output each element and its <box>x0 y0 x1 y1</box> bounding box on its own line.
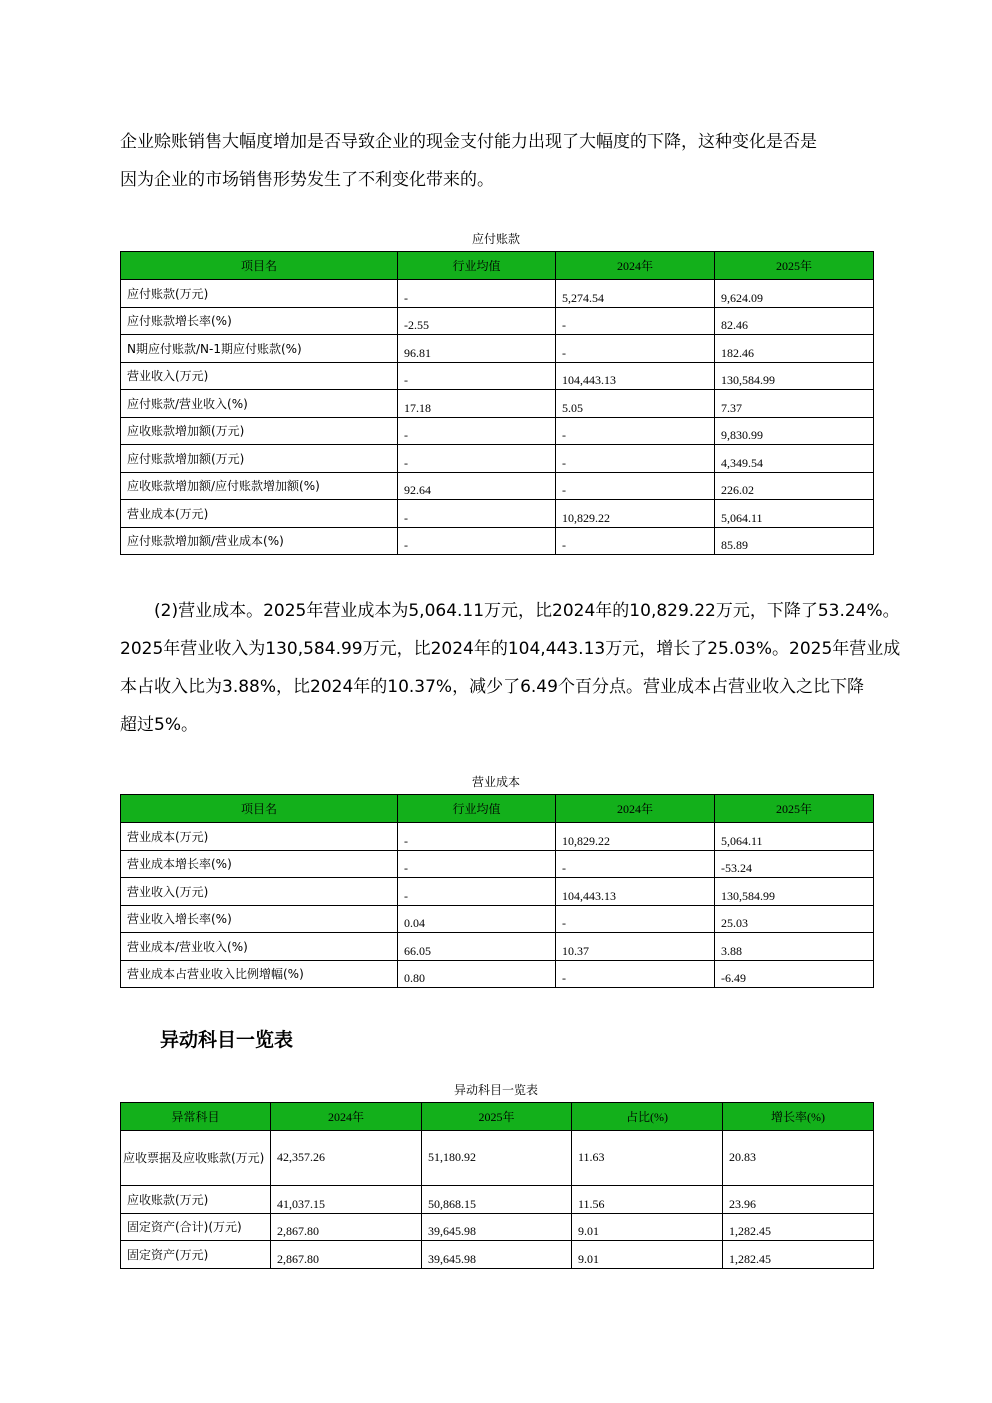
row-label: 应付账款增加额(万元) <box>121 445 398 473</box>
cell-value: 5,064.11 <box>715 823 874 851</box>
row-label: 应付账款增加额/营业成本(%) <box>121 527 398 555</box>
table-row <box>121 307 874 335</box>
cell-value: 4,349.54 <box>715 445 874 473</box>
cell-value: 104,443.13 <box>556 878 715 906</box>
row-label: 应收账款增加额(万元) <box>121 417 398 445</box>
table-row <box>121 823 874 851</box>
column-header: 2025年 <box>715 795 874 823</box>
cell-value: -6.49 <box>715 960 874 988</box>
table-row <box>121 933 874 961</box>
payables-table <box>120 251 874 555</box>
cell-value: - <box>398 878 556 906</box>
cell-value: - <box>556 335 715 363</box>
cell-value: 0.80 <box>398 960 556 988</box>
column-header: 行业均值 <box>398 795 556 823</box>
table-row <box>121 960 874 988</box>
table-row <box>121 527 874 555</box>
table-row <box>121 390 874 418</box>
cell-value: 17.18 <box>398 390 556 418</box>
table-row <box>121 878 874 906</box>
row-label: 营业成本占营业收入比例增幅(%) <box>121 960 398 988</box>
row-label: 应收票据及应收账款(万元) <box>121 1131 271 1186</box>
table-row <box>121 1186 874 1214</box>
cell-value: 5.05 <box>556 390 715 418</box>
cell-value: 11.56 <box>572 1186 723 1214</box>
row-label: 应付账款增长率(%) <box>121 307 398 335</box>
cell-value: - <box>556 850 715 878</box>
column-header: 增长率(%) <box>723 1103 874 1131</box>
row-label: 应收账款(万元) <box>121 1186 271 1214</box>
row-label: 营业收入(万元) <box>121 362 398 390</box>
cell-value: 1,282.45 <box>723 1241 874 1269</box>
cell-value: 66.05 <box>398 933 556 961</box>
cell-value: 10.37 <box>556 933 715 961</box>
cell-value: -2.55 <box>398 307 556 335</box>
cell-value: 226.02 <box>715 472 874 500</box>
table-row <box>121 1241 874 1269</box>
cell-value: 25.03 <box>715 905 874 933</box>
column-header: 2025年 <box>715 252 874 280</box>
cell-value: 85.89 <box>715 527 874 555</box>
cell-value: 104,443.13 <box>556 362 715 390</box>
cell-value: - <box>556 417 715 445</box>
row-label: 应付账款/营业收入(%) <box>121 390 398 418</box>
table-row <box>121 500 874 528</box>
cell-value: 0.04 <box>398 905 556 933</box>
cell-value: - <box>556 527 715 555</box>
cell-value: 39,645.98 <box>422 1241 572 1269</box>
paragraph-line: 超过5%。 <box>120 715 198 735</box>
cell-value: 82.46 <box>715 307 874 335</box>
paragraph-line: (2)营业成本。2025年营业成本为5,064.11万元，比2024年的10,829.22万元，下降了53.24%。 <box>154 601 900 621</box>
cell-value: 10,829.22 <box>556 823 715 851</box>
cell-value: 42,357.26 <box>271 1131 422 1186</box>
table-row <box>121 362 874 390</box>
row-label: 营业收入增长率(%) <box>121 905 398 933</box>
cell-value: 9,830.99 <box>715 417 874 445</box>
cell-value: - <box>556 445 715 473</box>
cell-value: 1,282.45 <box>723 1213 874 1241</box>
row-label: 营业成本增长率(%) <box>121 850 398 878</box>
section-heading: 异动科目一览表 <box>160 1029 294 1051</box>
table-header-row <box>121 795 874 823</box>
cost-analysis-paragraph <box>120 592 901 744</box>
operating-cost-table <box>120 794 874 988</box>
cell-value: - <box>556 960 715 988</box>
column-header: 项目名 <box>121 252 398 280</box>
cell-value: -53.24 <box>715 850 874 878</box>
cell-value: - <box>398 280 556 308</box>
cell-value: 50,868.15 <box>422 1186 572 1214</box>
cell-value: 3.88 <box>715 933 874 961</box>
table-row <box>121 417 874 445</box>
cell-value: 2,867.80 <box>271 1241 422 1269</box>
cell-value: - <box>398 823 556 851</box>
row-label: 营业收入(万元) <box>121 878 398 906</box>
cell-value: 51,180.92 <box>422 1131 572 1186</box>
row-label: 应付账款(万元) <box>121 280 398 308</box>
column-header: 行业均值 <box>398 252 556 280</box>
table-row <box>121 280 874 308</box>
paragraph-line: 2025年营业收入为130,584.99万元，比2024年的104,443.13万元，增长了25.03%。2025年营业成 <box>120 639 901 659</box>
column-header: 占比(%) <box>572 1103 723 1131</box>
intro-paragraph <box>120 123 872 199</box>
abnormal-items-table <box>120 1102 874 1269</box>
cell-value: - <box>398 500 556 528</box>
column-header: 2024年 <box>556 252 715 280</box>
intro-line: 因为企业的市场销售形势发生了不利变化带来的。 <box>120 170 494 190</box>
cell-value: 96.81 <box>398 335 556 363</box>
cell-value: 130,584.99 <box>715 362 874 390</box>
table-row <box>121 850 874 878</box>
cell-value: - <box>398 417 556 445</box>
cell-value: 5,064.11 <box>715 500 874 528</box>
column-header: 2024年 <box>556 795 715 823</box>
column-header: 异常科目 <box>121 1103 271 1131</box>
cell-value: 92.64 <box>398 472 556 500</box>
row-label: 营业成本(万元) <box>121 500 398 528</box>
cell-value: 9,624.09 <box>715 280 874 308</box>
column-header: 项目名 <box>121 795 398 823</box>
cell-value: 9.01 <box>572 1241 723 1269</box>
cell-value: 182.46 <box>715 335 874 363</box>
paragraph-line: 本占收入比为3.88%，比2024年的10.37%，减少了6.49个百分点。营业成本占营业收入之比下降 <box>120 677 864 697</box>
cell-value: - <box>398 527 556 555</box>
table1-caption: 应付账款 <box>471 232 520 246</box>
cell-value: - <box>398 850 556 878</box>
cell-value: 11.63 <box>572 1131 723 1186</box>
cell-value: - <box>556 905 715 933</box>
row-label: 固定资产(万元) <box>121 1241 271 1269</box>
cell-value: 23.96 <box>723 1186 874 1214</box>
cell-value: - <box>398 445 556 473</box>
cell-value: 130,584.99 <box>715 878 874 906</box>
row-label: 营业成本(万元) <box>121 823 398 851</box>
cell-value: 10,829.22 <box>556 500 715 528</box>
row-label: 营业成本/营业收入(%) <box>121 933 398 961</box>
table-row <box>121 1131 874 1186</box>
table-row <box>121 472 874 500</box>
cell-value: 2,867.80 <box>271 1213 422 1241</box>
cell-value: 39,645.98 <box>422 1213 572 1241</box>
table3-caption: 异动科目一览表 <box>453 1083 538 1097</box>
table-row <box>121 445 874 473</box>
row-label: N期应付账款/N-1期应付账款(%) <box>121 335 398 363</box>
intro-line: 企业赊账销售大幅度增加是否导致企业的现金支付能力出现了大幅度的下降，这种变化是否是 <box>120 132 817 152</box>
row-label: 应收账款增加额/应付账款增加额(%) <box>121 472 398 500</box>
cell-value: 5,274.54 <box>556 280 715 308</box>
cell-value: - <box>556 307 715 335</box>
table-header-row <box>121 1103 874 1131</box>
column-header: 2025年 <box>422 1103 572 1131</box>
cell-value: 41,037.15 <box>271 1186 422 1214</box>
column-header: 2024年 <box>271 1103 422 1131</box>
cell-value: - <box>556 472 715 500</box>
table-header-row <box>121 252 874 280</box>
table-row <box>121 335 874 363</box>
table2-caption: 营业成本 <box>471 775 520 789</box>
cell-value: 7.37 <box>715 390 874 418</box>
row-label: 固定资产(合计)(万元) <box>121 1213 271 1241</box>
cell-value: 20.83 <box>723 1131 874 1186</box>
cell-value: 9.01 <box>572 1213 723 1241</box>
cell-value: - <box>398 362 556 390</box>
table-row <box>121 905 874 933</box>
table-row <box>121 1213 874 1241</box>
